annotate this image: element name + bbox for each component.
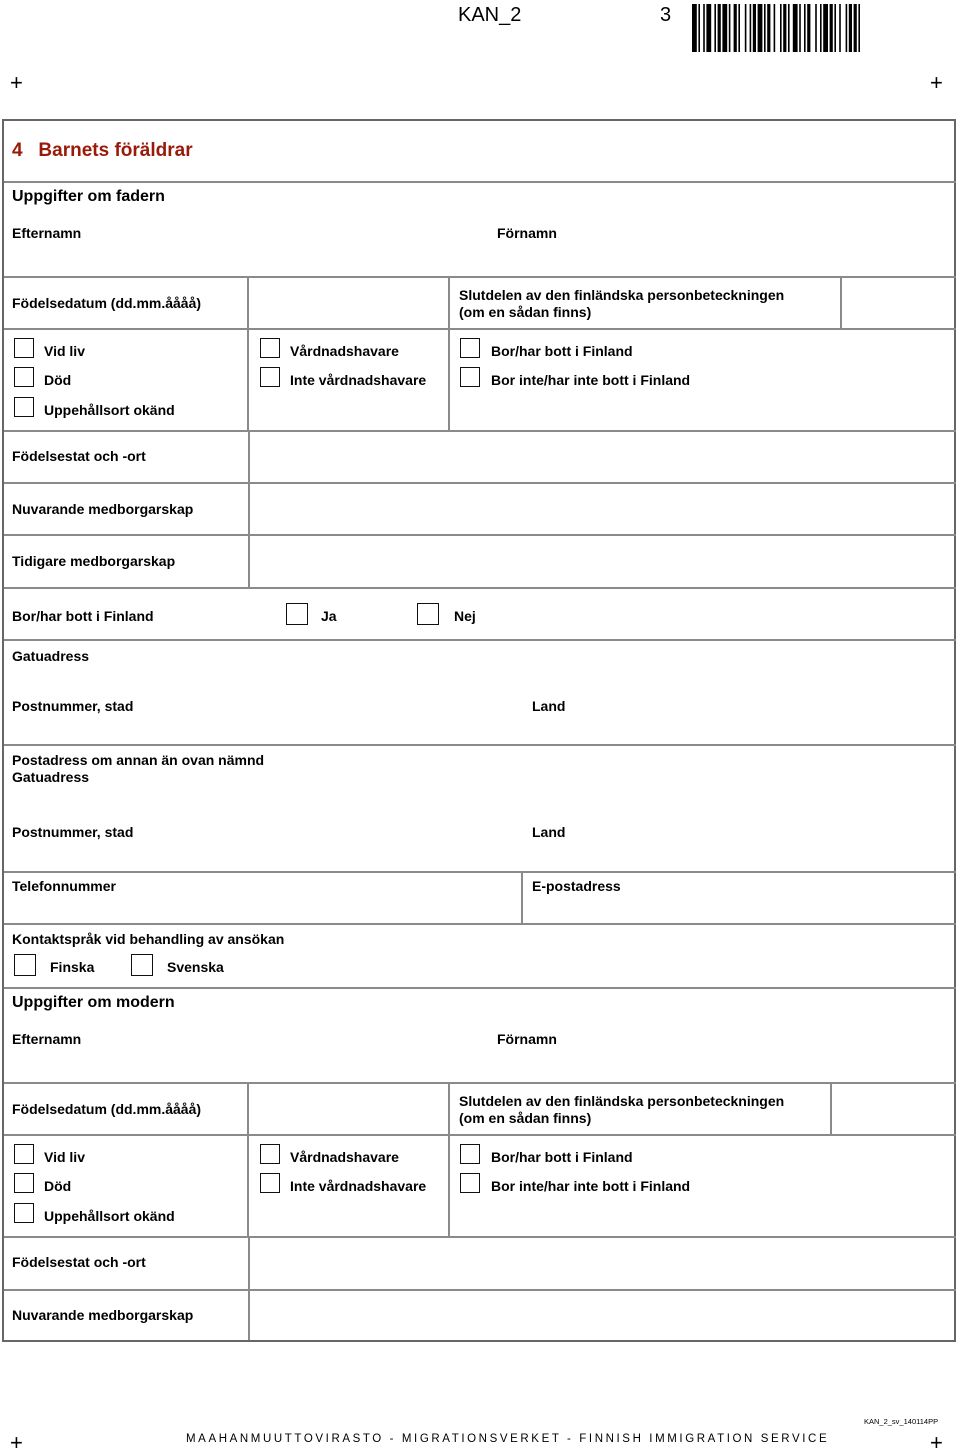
form-code: KAN_2 xyxy=(458,4,522,26)
barcode-bar xyxy=(758,4,763,52)
father-birth-state-label: Födelsestat och -ort xyxy=(12,448,146,464)
father-not-guardian-label: Inte vårdnadshavare xyxy=(290,372,427,388)
father-lang-sv-label: Svenska xyxy=(167,959,224,975)
barcode-bar xyxy=(854,4,857,52)
barcode-bar xyxy=(703,4,705,52)
father-country-label: Land xyxy=(532,698,566,714)
barcode-bar xyxy=(830,4,833,52)
barcode-bar xyxy=(834,4,836,52)
barcode-bar xyxy=(807,4,810,52)
mother-surname-label: Efternamn xyxy=(12,1031,82,1047)
father-firstname-label: Förnamn xyxy=(497,225,557,241)
barcode-bar xyxy=(820,4,822,52)
father-previous-citizenship-label: Tidigare medborgarskap xyxy=(12,553,176,569)
father-lang-fi-checkbox[interactable] xyxy=(14,954,36,976)
father-heading: Uppgifter om fadern xyxy=(12,188,165,205)
barcode-bar xyxy=(738,4,740,52)
father-current-citizenship-label: Nuvarande medborgarskap xyxy=(12,501,194,517)
father-lives-finland-label: Bor/har bott i Finland xyxy=(491,343,633,359)
mother-not-guardian-label: Inte vårdnadshavare xyxy=(290,1178,427,1194)
mother-dead-checkbox[interactable] xyxy=(14,1173,34,1193)
mother-birth-state-label: Födelsestat och -ort xyxy=(12,1254,146,1270)
mother-alive-label: Vid liv xyxy=(44,1149,85,1165)
crosshair-bottom-right: + xyxy=(930,1430,943,1455)
section-title-text: Barnets föräldrar xyxy=(38,140,193,161)
father-not-lives-finland-label: Bor inte/har inte bott i Finland xyxy=(491,372,691,388)
mother-pid-label: Slutdelen av den finländska personbeteckningen (om en sådan finns) xyxy=(459,1093,785,1126)
father-lived-finland-question: Bor/har bott i Finland xyxy=(12,608,154,624)
barcode-bar xyxy=(839,4,841,52)
crosshair-bottom-left: + xyxy=(10,1430,23,1455)
barcode-bar xyxy=(783,4,786,52)
father-alt-country-label: Land xyxy=(532,824,566,840)
father-language-label: Kontaktspråk vid behandling av ansökan xyxy=(12,931,285,947)
father-not-guardian-checkbox[interactable] xyxy=(260,367,280,387)
mother-guardian-checkbox[interactable] xyxy=(260,1144,280,1164)
mother-guardian-label: Vårdnadshavare xyxy=(290,1149,399,1165)
agency-footer: MAAHANMUUTTOVIRASTO - MIGRATIONSVERKET - FINNISH IMMIGRATION SERVICE xyxy=(186,1433,830,1445)
father-alt-postcode-label: Postnummer, stad xyxy=(12,824,134,840)
barcode-bar xyxy=(846,4,848,52)
father-surname-label: Efternamn xyxy=(12,225,82,241)
father-lived-finland-no-checkbox[interactable] xyxy=(417,603,439,625)
barcode-bar xyxy=(722,4,727,52)
barcode-bar xyxy=(692,4,697,52)
father-street-label: Gatuadress xyxy=(12,648,90,664)
section-title xyxy=(12,140,193,162)
father-lives-finland-checkbox[interactable] xyxy=(460,338,480,358)
father-dead-checkbox[interactable] xyxy=(14,367,34,387)
father-lived-finland-yes-checkbox[interactable] xyxy=(286,603,308,625)
father-guardian-checkbox[interactable] xyxy=(260,338,280,358)
page-number: 3 xyxy=(660,4,672,26)
father-email-label: E-postadress xyxy=(532,878,621,894)
barcode-bar xyxy=(729,4,731,52)
mother-firstname-label: Förnamn xyxy=(497,1031,557,1047)
barcode-bar xyxy=(706,4,711,52)
father-lang-fi-label: Finska xyxy=(50,959,95,975)
barcode-bar xyxy=(815,4,817,52)
father-guardian-label: Vårdnadshavare xyxy=(290,343,399,359)
barcode-bar xyxy=(793,4,798,52)
barcode-bar xyxy=(767,4,770,52)
crosshair-top-left: + xyxy=(10,70,23,95)
barcode-bar xyxy=(764,4,766,52)
barcode-bar xyxy=(858,4,860,52)
father-lang-sv-checkbox[interactable] xyxy=(131,954,153,976)
mother-current-citizenship-label: Nuvarande medborgarskap xyxy=(12,1307,194,1323)
barcode-bar xyxy=(750,4,752,52)
barcode-bar xyxy=(804,4,806,52)
father-unknown-label: Uppehållsort okänd xyxy=(44,402,175,418)
barcode-bar xyxy=(714,4,716,52)
mother-alive-checkbox[interactable] xyxy=(14,1144,34,1164)
father-alive-checkbox[interactable] xyxy=(14,338,34,358)
father-lived-finland-no-label: Nej xyxy=(454,608,476,624)
father-alive-label: Vid liv xyxy=(44,343,85,359)
mother-birthdate-label: Födelsedatum (dd.mm.åååå) xyxy=(12,1101,202,1117)
barcode-bar xyxy=(774,4,776,52)
crosshair-top-right: + xyxy=(930,70,943,95)
barcode-bar xyxy=(788,4,790,52)
mother-unknown-label: Uppehållsort okänd xyxy=(44,1208,175,1224)
mother-dead-label: Död xyxy=(44,1178,72,1194)
barcode-bar xyxy=(734,4,737,52)
barcode-bar xyxy=(698,4,700,52)
father-pid-label: Slutdelen av den finländska personbeteckningen (om en sådan finns) xyxy=(459,287,785,320)
mother-lives-finland-checkbox[interactable] xyxy=(460,1144,480,1164)
father-phone-label: Telefonnummer xyxy=(12,878,116,894)
father-not-lives-finland-checkbox[interactable] xyxy=(460,367,480,387)
section-number: 4 xyxy=(12,140,23,161)
father-birthdate-label: Födelsedatum (dd.mm.åååå) xyxy=(12,295,202,311)
parents-form xyxy=(2,119,956,1342)
father-dead-label: Död xyxy=(44,372,72,388)
mother-not-lives-finland-checkbox[interactable] xyxy=(460,1173,480,1193)
barcode-bar xyxy=(745,4,747,52)
barcode-bar xyxy=(849,4,852,52)
document-code: KAN_2_sv_140114PP xyxy=(864,1417,939,1426)
father-alt-postal-label: Postadress om annan än ovan nämnd Gatuadress xyxy=(12,752,265,785)
father-postcode-label: Postnummer, stad xyxy=(12,698,134,714)
mother-unknown-checkbox[interactable] xyxy=(14,1203,34,1223)
father-unknown-checkbox[interactable] xyxy=(14,397,34,417)
mother-lives-finland-label: Bor/har bott i Finland xyxy=(491,1149,633,1165)
mother-not-lives-finland-label: Bor inte/har inte bott i Finland xyxy=(491,1178,691,1194)
barcode-bar xyxy=(799,4,801,52)
barcode-bar xyxy=(780,4,782,52)
barcode-bar xyxy=(718,4,721,52)
mother-heading: Uppgifter om modern xyxy=(12,994,175,1011)
barcode-bar xyxy=(823,4,828,52)
barcode xyxy=(692,4,922,52)
father-lived-finland-yes-label: Ja xyxy=(321,608,337,624)
barcode-bar xyxy=(753,4,756,52)
mother-not-guardian-checkbox[interactable] xyxy=(260,1173,280,1193)
